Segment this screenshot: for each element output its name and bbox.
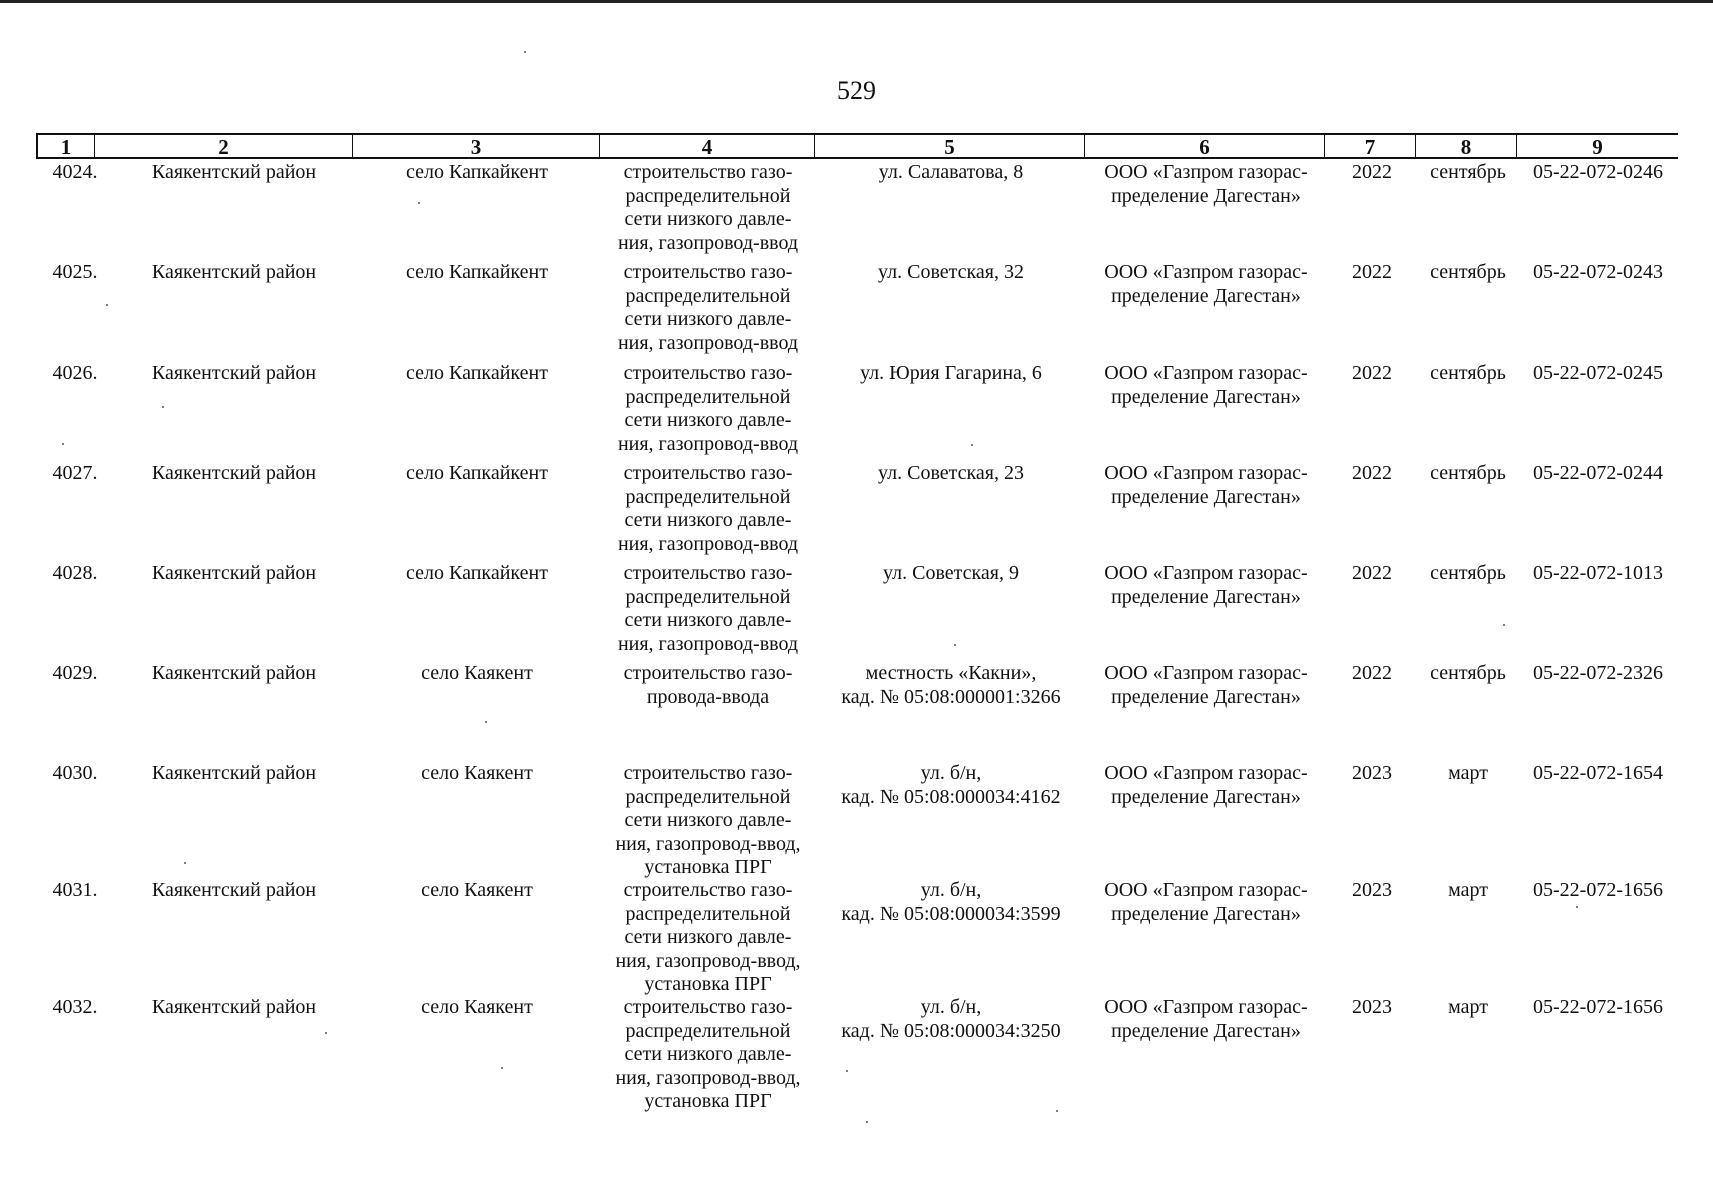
row-number: 4024.: [52, 161, 98, 183]
work-description-cell: строительство газо- распределительной сети низкого давле- ния, газопровод-ввод: [617, 161, 799, 254]
address-cell: местность «Какни», кад. № 05:08:000001:3266: [841, 662, 1061, 708]
code-cell: 05-22-072-1013: [1533, 562, 1663, 584]
district-cell: Каякентский район: [151, 462, 317, 484]
locality-cell: село Капкайкент: [406, 261, 548, 283]
scan-speck: [846, 1070, 848, 1072]
work-description-cell: строительство газо- провода-ввода: [623, 662, 793, 708]
organization-cell: ООО «Газпром газорас- пределение Дагестан»: [1104, 879, 1308, 925]
scan-speck: [866, 1121, 868, 1123]
district-cell: Каякентский район: [151, 362, 317, 384]
month-cell: сентябрь: [1430, 161, 1506, 183]
district-cell: Каякентский район: [151, 762, 317, 784]
district-cell: Каякентский район: [151, 879, 317, 901]
month-cell: сентябрь: [1430, 261, 1506, 283]
organization-cell: ООО «Газпром газорас- пределение Дагестан»: [1104, 996, 1308, 1042]
scan-speck: [485, 721, 487, 723]
scan-speck: [418, 202, 420, 204]
scan-speck: [325, 1032, 327, 1034]
header-col-6: 6: [1084, 135, 1324, 157]
organization-cell: ООО «Газпром газорас- пределение Дагестан»: [1104, 562, 1308, 608]
code-cell: 05-22-072-1656: [1533, 879, 1663, 901]
header-col-7: 7: [1324, 135, 1415, 157]
month-cell: сентябрь: [1430, 662, 1506, 684]
scan-speck: [1503, 624, 1505, 626]
year-cell: 2023: [1352, 762, 1392, 784]
organization-cell: ООО «Газпром газорас- пределение Дагестан»: [1104, 161, 1308, 207]
header-col-8: 8: [1415, 135, 1516, 157]
district-cell: Каякентский район: [151, 261, 317, 283]
address-cell: ул. Салаватова, 8: [878, 161, 1024, 183]
scan-speck: [1056, 1110, 1058, 1112]
row-number: 4025.: [52, 261, 98, 283]
work-description-cell: строительство газо- распределительной сети низкого давле- ния, газопровод-ввод: [617, 462, 799, 555]
address-cell: ул. Юрия Гагарина, 6: [860, 362, 1042, 384]
row-number: 4029.: [52, 662, 98, 684]
year-cell: 2023: [1352, 879, 1392, 901]
locality-cell: село Каякент: [421, 879, 533, 901]
header-col-1: 1: [36, 135, 94, 157]
work-description-cell: строительство газо- распределительной сети низкого давле- ния, газопровод-ввод, установка ПРГ: [615, 879, 801, 995]
district-cell: Каякентский район: [151, 562, 317, 584]
year-cell: 2022: [1352, 562, 1392, 584]
year-cell: 2022: [1352, 462, 1392, 484]
locality-cell: село Каякент: [421, 996, 533, 1018]
scan-speck: [184, 862, 186, 864]
locality-cell: село Каякент: [421, 662, 533, 684]
year-cell: 2022: [1352, 261, 1392, 283]
month-cell: март: [1448, 879, 1488, 901]
top-scan-edge: [0, 0, 1713, 3]
year-cell: 2023: [1352, 996, 1392, 1018]
code-cell: 05-22-072-2326: [1533, 662, 1663, 684]
scan-speck: [524, 51, 526, 53]
header-col-2: 2: [94, 135, 352, 157]
scan-speck: [971, 444, 973, 446]
row-number: 4030.: [52, 762, 98, 784]
year-cell: 2022: [1352, 161, 1392, 183]
locality-cell: село Каякент: [421, 762, 533, 784]
table-header: [36, 133, 1678, 159]
code-cell: 05-22-072-1656: [1533, 996, 1663, 1018]
organization-cell: ООО «Газпром газорас- пределение Дагестан»: [1104, 762, 1308, 808]
locality-cell: село Капкайкент: [406, 462, 548, 484]
code-cell: 05-22-072-0243: [1533, 261, 1663, 283]
month-cell: сентябрь: [1430, 462, 1506, 484]
address-cell: ул. Советская, 32: [878, 261, 1024, 283]
month-cell: сентябрь: [1430, 562, 1506, 584]
organization-cell: ООО «Газпром газорас- пределение Дагестан»: [1104, 462, 1308, 508]
header-col-9: 9: [1516, 135, 1678, 157]
code-cell: 05-22-072-1654: [1533, 762, 1663, 784]
code-cell: 05-22-072-0244: [1533, 462, 1663, 484]
header-col-3: 3: [352, 135, 599, 157]
district-cell: Каякентский район: [151, 996, 317, 1018]
header-col-5: 5: [814, 135, 1084, 157]
year-cell: 2022: [1352, 662, 1392, 684]
address-cell: ул. Советская, 9: [883, 562, 1019, 584]
month-cell: сентябрь: [1430, 362, 1506, 384]
work-description-cell: строительство газо- распределительной сети низкого давле- ния, газопровод-ввод: [617, 362, 799, 455]
scan-speck: [162, 406, 164, 408]
work-description-cell: строительство газо- распределительной сети низкого давле- ния, газопровод-ввод, установка ПРГ: [615, 996, 801, 1112]
month-cell: март: [1448, 996, 1488, 1018]
organization-cell: ООО «Газпром газорас- пределение Дагестан»: [1104, 261, 1308, 307]
locality-cell: село Капкайкент: [406, 362, 548, 384]
work-description-cell: строительство газо- распределительной сети низкого давле- ния, газопровод-ввод, установка ПРГ: [615, 762, 801, 878]
work-description-cell: строительство газо- распределительной сети низкого давле- ния, газопровод-ввод: [617, 562, 799, 655]
code-cell: 05-22-072-0246: [1533, 161, 1663, 183]
scan-speck: [62, 443, 64, 445]
scan-speck: [501, 1067, 503, 1069]
address-cell: ул. б/н, кад. № 05:08:000034:4162: [841, 762, 1061, 808]
row-number: 4031.: [52, 879, 98, 901]
page-number: 529: [837, 76, 876, 105]
code-cell: 05-22-072-0245: [1533, 362, 1663, 384]
row-number: 4026.: [52, 362, 98, 384]
scan-speck: [1576, 906, 1578, 908]
row-number: 4027.: [52, 462, 98, 484]
address-cell: ул. Советская, 23: [878, 462, 1024, 484]
locality-cell: село Капкайкент: [406, 562, 548, 584]
district-cell: Каякентский район: [151, 161, 317, 183]
header-col-4: 4: [599, 135, 814, 157]
organization-cell: ООО «Газпром газорас- пределение Дагестан»: [1104, 362, 1308, 408]
locality-cell: село Капкайкент: [406, 161, 548, 183]
month-cell: март: [1448, 762, 1488, 784]
organization-cell: ООО «Газпром газорас- пределение Дагестан»: [1104, 662, 1308, 708]
row-number: 4032.: [52, 996, 98, 1018]
work-description-cell: строительство газо- распределительной сети низкого давле- ния, газопровод-ввод: [617, 261, 799, 354]
row-number: 4028.: [52, 562, 98, 584]
scan-speck: [954, 644, 956, 646]
district-cell: Каякентский район: [151, 662, 317, 684]
address-cell: ул. б/н, кад. № 05:08:000034:3599: [841, 879, 1061, 925]
scan-speck: [106, 304, 108, 306]
year-cell: 2022: [1352, 362, 1392, 384]
address-cell: ул. б/н, кад. № 05:08:000034:3250: [841, 996, 1061, 1042]
